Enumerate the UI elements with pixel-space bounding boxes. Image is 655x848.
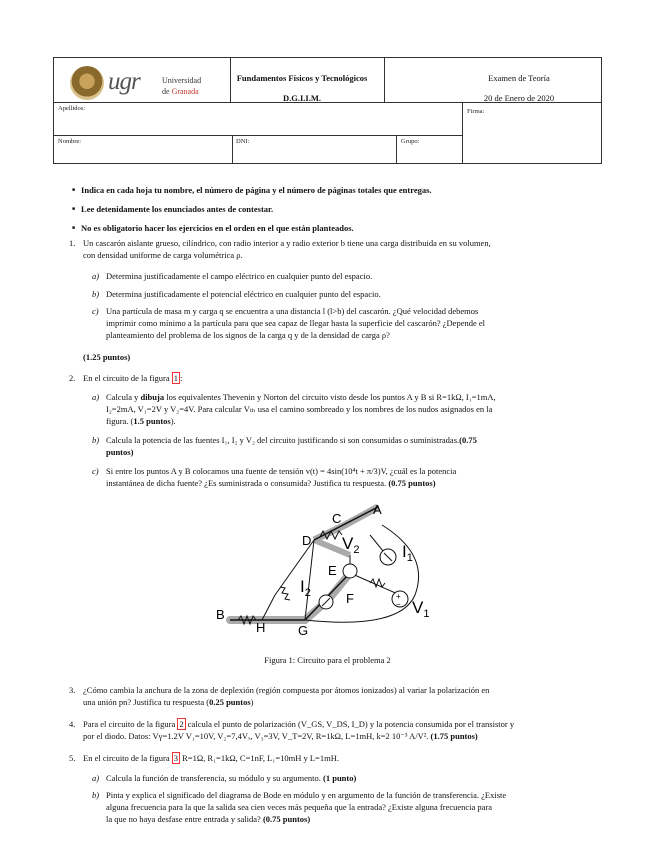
course-degree: D.G.I.I.M.	[282, 93, 321, 103]
problem-5-intro: En el circuito de la figura 3 R=1Ω, R₁=1kΩ, C=1nF, L₁=10mH y L=1mH.	[83, 753, 339, 763]
problem-1c: c) Una partícula de masa m y carga q se encuentra a una distancia l (l>b) del cascarón. ¿Qué velocidad debemos imprimir como mínimo a la partícula para que sea capaz de llegar hasta la superficie del cascarón? ¿Depende el planteamiento del problema de los signos de la carga q y de la densidad de carga ρ?	[92, 306, 486, 340]
header-divider	[396, 135, 397, 164]
header-divider	[462, 102, 463, 164]
label-v1: $V_1$	[412, 598, 430, 620]
name-field[interactable]: Nombre:	[58, 138, 82, 145]
group-field[interactable]: Grupo:	[401, 138, 420, 145]
problem-5a: a) Calcula la función de transferencia, su módulo y su argumento. (1 punto)	[92, 773, 357, 783]
header-divider	[230, 58, 231, 102]
problem-1b: b) Determina justificadamente el potencial eléctrico en cualquier punto del espacio.	[92, 289, 381, 299]
figure-caption: Figura 1: Circuito para el problema 2	[264, 655, 391, 665]
instruction-item: ■ No es obligatorio hacer los ejercicios en el orden en el que están planteados.	[72, 220, 432, 239]
node-label: F	[346, 591, 354, 606]
problem-1-points: (1.25 puntos)	[83, 352, 131, 362]
label-v2: $V_2$	[342, 534, 360, 556]
instruction-item: ■ Indica en cada hoja tu nombre, el número de página y el número de páginas totales que entregas.	[72, 182, 432, 201]
exam-info	[434, 68, 604, 108]
university-name: Universidad de Granada	[162, 76, 202, 96]
node-label: C	[332, 511, 342, 526]
circuit-figure	[210, 495, 450, 645]
university-logo	[70, 66, 230, 100]
problem-number: 2.	[69, 373, 76, 383]
node-label: D	[302, 533, 312, 548]
problem-2b: b) Calcula la potencia de las fuentes I₁, I₂ y V₂ del circuito justificando si son consumidas o suministradas.(0.75 puntos)	[92, 435, 477, 457]
problem-3-text: ¿Cómo cambia la anchura de la zona de deplexión (región compuesta por átomos ionizados) al variar la polarización en una unión pn? Justifica tu respuesta (0.25 puntos)	[83, 685, 490, 707]
course-title: Fundamentos Físicos y Tecnológicos	[236, 73, 368, 83]
problem-2a: a) Calcula y dibuja los equivalentes Thevenin y Norton del circuito visto desde los puntos A y B si R=1kΩ, I₁=1mA, I₂=2mA, V₁=2V y V₂=4V. Para calcular Vₜₕ usa el camino sombreado y los nombres de los nudos asignados en la figura. (1.5 puntos).	[92, 392, 496, 426]
node-label: G	[298, 623, 309, 638]
instruction-item: ■ Lee detenidamente los enunciados antes de contestar.	[72, 201, 432, 220]
exam-date: 20 de Enero de 2020	[483, 93, 555, 103]
surname-field[interactable]: Apellidos:	[58, 105, 86, 112]
problem-2c: c) Si entre los puntos A y B colocamos una fuente de tensión v(t) = 4sin(10⁴t + π/3)V, ¿cuál es la potencia instantánea de dicha fuente? ¿Es suministrada o consumida? Justifica tu respuesta. (0.75 puntos)	[92, 466, 457, 488]
exam-header	[53, 57, 602, 164]
label-i1: $I_1$	[402, 542, 413, 564]
voltage-source-v2	[343, 564, 357, 578]
header-divider	[384, 58, 385, 102]
figure-ref-link[interactable]: 3	[173, 753, 178, 763]
node-label: E	[328, 563, 337, 578]
exam-title: Examen de Teoría	[488, 73, 550, 83]
problem-1-text: Un cascarón aislante grueso, cilíndrico, con radio interior a y radio exterior b tiene una carga distribuida en su volumen, con densidad uniforme de carga volumétrica ρ.	[83, 238, 491, 260]
figure-ref-link[interactable]: 1	[173, 373, 178, 383]
university-crest-icon	[70, 66, 104, 100]
signature-field[interactable]: Firma:	[467, 108, 485, 115]
instructions-list	[72, 182, 432, 239]
problem-1a: a) Determina justificadamente el campo eléctrico en cualquier punto del espacio.	[92, 271, 373, 281]
problem-4-text: Para el circuito de la figura 2 calcula el punto de polarización (V_GS, V_DS, I_D) y la potencia consumida por el transistor y por el diodo. Datos: Vγ=1.2V V₁=10V, V₂=7,4Vₓ, V₃=3V, V_T=2V, R=1kΩ, L=1mH, k=2 10⁻³ A/V². (1.75 puntos)	[83, 719, 515, 741]
header-divider	[232, 135, 233, 164]
label-i2: $I_2$	[300, 577, 311, 599]
problem-5b: b) Pinta y explica el significado del diagrama de Bode en módulo y en argumento de la función de transferencia. ¿Existe alguna frecuencia para la que la salida sea cien veces más pequeña que la entrada? ¿Existe alguna frecuencia para la que no haya desfase entre entrada y salida? (0.75 puntos)	[92, 790, 507, 824]
logo-text: ugr	[108, 68, 140, 95]
node-label: A	[373, 502, 382, 517]
problem-number: 4.	[69, 719, 76, 729]
problem-number: 1.	[69, 238, 76, 248]
problem-2-intro: En el circuito de la figura 1 :	[83, 373, 183, 383]
header-divider	[54, 135, 462, 136]
resistor	[280, 587, 290, 600]
node-label: B	[216, 607, 225, 622]
node-label: H	[256, 620, 266, 635]
dni-field[interactable]: DNI:	[236, 138, 250, 145]
wire-d-g	[305, 540, 314, 620]
minus-sign: −	[396, 600, 401, 609]
plus-sign: +	[396, 592, 401, 601]
figure-ref-link[interactable]: 2	[179, 719, 184, 729]
problem-number: 5.	[69, 753, 76, 763]
course-info	[232, 68, 372, 108]
shaded-path	[230, 573, 350, 620]
problem-number: 3.	[69, 685, 76, 695]
